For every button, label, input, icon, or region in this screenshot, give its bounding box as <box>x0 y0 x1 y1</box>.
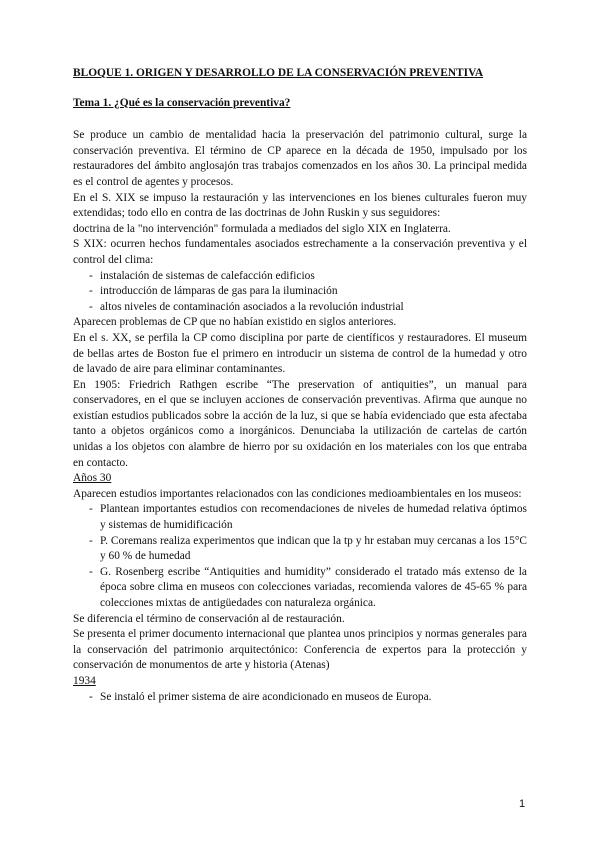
intro-paragraph: Se produce un cambio de mentalidad hacia la preservación del patrimonio cultural, surge la conservación preventiva. El término de CP aparece en la década de 1950, impulsado por los restauradores del ámbito anglosajón tras trabajos comenzados en los años 30. La principal medida es el control de agentes y procesos. <box>73 129 527 188</box>
list-item: - P. Coremans realiza experimentos que indican que la tp y hr estaban muy cercanas a los 15°C y 60 % de humedad <box>73 534 527 565</box>
list-1934 <box>73 690 527 706</box>
section-heading-1934: 1934 <box>73 674 96 687</box>
xix-list <box>73 269 527 316</box>
page-number: 1 <box>519 798 526 810</box>
xx-paragraph: En el s. XX, se perfila la CP como disciplina por parte de científicos y restauradores. El museum de bellas artes de Boston fue el primero en introducir un sistema de control de la humedad y otro de lavado de aire para eliminar contaminantes. <box>73 331 527 376</box>
xix-paragraph-3: S XIX: ocurren hechos fundamentales asociados estrechamente a la conservación preventiva y el control del clima: <box>73 238 527 266</box>
block-title: BLOQUE 1. ORIGEN Y DESARROLLO DE LA CONSERVACIÓN PREVENTIVA <box>73 67 484 79</box>
list-item: - G. Rosenberg escribe “Antiquities and humidity” considerado el tratado más extenso de la época sobre clima en museos con colecciones variadas, recomienda valores de 45-65 % para colecciones mixtas de antigüedades con naturaleza orgánica. <box>73 565 527 612</box>
studies-paragraph: Aparecen estudios importantes relacionados con las condiciones medioambientales en los museos: <box>73 487 522 500</box>
list-item: - altos niveles de contaminación asociados a la revolución industrial <box>73 300 527 316</box>
list-item: - Plantean importantes estudios con recomendaciones de niveles de humedad relativa óptimos y sistemas de humidificación <box>73 502 527 533</box>
section-heading-30s: Años 30 <box>73 472 112 485</box>
list-item: - instalación de sistemas de calefacción edificios <box>73 269 527 285</box>
xix-paragraph-1: En el S. XIX se impuso la restauración y las intervenciones en los bienes culturales fueron muy extendidas; todo ello en contra de las doctrinas de John Ruskin y sus seguidores: <box>73 191 527 220</box>
xix-paragraph-2: doctrina de la "no intervención" formulada a mediados del siglo XIX en Inglaterra. <box>73 222 451 235</box>
list-item: - Se instaló el primer sistema de aire acondicionado en museos de Europa. <box>73 690 527 706</box>
page-content <box>73 66 527 705</box>
studies-list <box>73 502 527 611</box>
topic-title: Tema 1. ¿Qué es la conservación preventiva? <box>73 96 291 109</box>
athens-paragraph: Se presenta el primer documento internacional que plantea unos principios y normas generales para la conservación del patrimonio arquitectónico: Conferencia de expertos para la protección y conservación de monumentos de arte y historia (Atenas) <box>73 628 527 672</box>
rathgen-paragraph: En 1905: Friedrich Rathgen escribe “The preservation of antiquities”, un manual para conservadores, en el que se incluyen acciones de conservación preventivas. Afirma que aunque no existían estudios publicados sobre la acción de la luz, si que se había evidenciado que esta afectaba tanto a objetos orgánicos como a inorgánicos. Denunciaba la utilización de cartelas de cartón unidas a los objetos con alambre de hierro por su oxidación en los materiales con los que entraba en contacto. <box>73 378 527 469</box>
cp-problems-paragraph: Aparecen problemas de CP que no habían existido en siglos anteriores. <box>73 316 397 329</box>
restoration-diff-paragraph: Se diferencia el término de conservación al de restauración. <box>73 612 345 625</box>
list-item: - introducción de lámparas de gas para la iluminación <box>73 284 527 300</box>
